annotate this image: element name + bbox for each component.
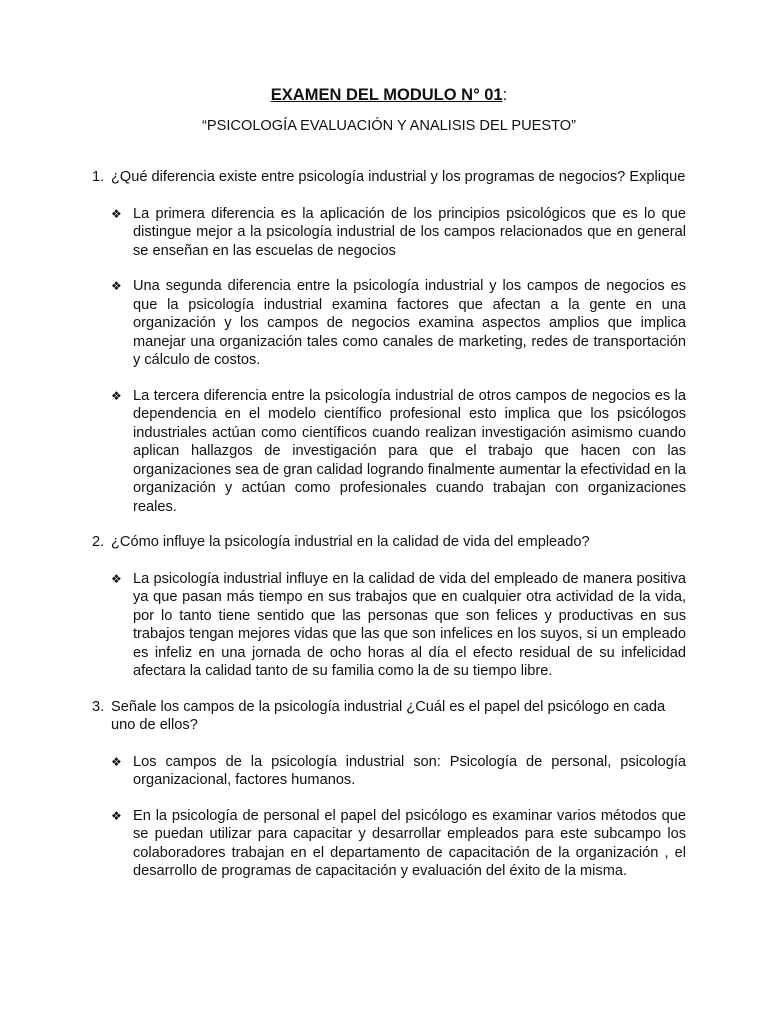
diamond-bullet-icon: ❖ <box>111 388 122 403</box>
question-text: Señale los campos de la psicología industrial ¿Cuál es el papel del psicólogo en cada uno de ellos? <box>111 698 666 733</box>
diamond-bullet-icon: ❖ <box>111 571 122 586</box>
question-block-3 <box>92 698 686 881</box>
answer-text: La psicología industrial influye en la calidad de vida del empleado de manera positiva ya que pasan más tiempo en sus trabajos que en cualquier otra actividad de la vida, por lo tanto tiene sentido que las personas que son felices y productivas en sus trabajos tengan mejores vidas que las que son infelices en los suyos, si un empleado es infeliz en una jornada de ocho horas al día el efecto residual de su infelicidad afectara la calidad tanto de su familia como la de su tiempo libre. <box>133 570 686 679</box>
diamond-bullet-icon: ❖ <box>111 206 122 221</box>
diamond-bullet-icon: ❖ <box>111 754 122 769</box>
question-block-2 <box>92 533 686 681</box>
question-number: 2. <box>92 534 105 550</box>
question-text: ¿Cómo influye la psicología industrial en la calidad de vida del empleado? <box>111 534 590 550</box>
answer-list <box>92 205 686 517</box>
answer-item <box>111 205 686 261</box>
diamond-bullet-icon: ❖ <box>111 279 122 293</box>
answer-list <box>92 753 686 881</box>
answer-text: Los campos de la psicología industrial son: Psicología de personal, psicología organizacional, factores humanos. <box>133 753 686 788</box>
answer-item <box>111 387 686 517</box>
answer-text: En la psicología de personal el papel del psicólogo es examinar varios métodos que se puedan utilizar para capacitar y desarrollar empleados para este subcampo los colaboradores trabajan en el departamento de capacitación de la organización , el desarrollo de programas de capacitación y evaluación del éxito de la misma. <box>133 807 686 879</box>
question-3 <box>92 698 686 735</box>
diamond-bullet-icon: ❖ <box>111 808 122 823</box>
answer-item <box>111 277 686 370</box>
answer-text: Una segunda diferencia entre la psicología industrial y los campos de negocios es que la psicología industrial examina factores que afectan a la gente en una organización y los campos de negocios examina aspectos amplios que implica manejar una organización tales como canales de marketing, redes de transportación y cálculo de costos. <box>133 278 686 368</box>
question-number: 1. <box>92 169 105 185</box>
question-block-1 <box>92 168 686 516</box>
answer-item <box>111 753 686 790</box>
exam-title <box>92 84 686 106</box>
question-number: 3. <box>92 698 105 715</box>
question-text: ¿Qué diferencia existe entre psicología industrial y los programas de negocios? Explique <box>111 169 686 185</box>
exam-subtitle: “PSICOLOGÍA EVALUACIÓN Y ANALISIS DEL PUESTO” <box>202 118 576 134</box>
exam-title-colon: : <box>502 86 508 104</box>
answer-text: La tercera diferencia entre la psicología industrial de otros campos de negocios es la dependencia en el modelo científico profesional esto implica que los psicólogos industriales actúan como científicos cuando realizan investigación asimismo cuando aplican hallazgos de investigación para que el trabajo que hacen con las organizaciones sea de gran calidad logrando finalmente aumentar la efectividad en la organización y actúan como profesionales cuando trabajan con organizaciones reales. <box>133 387 686 515</box>
answer-text: La primera diferencia es la aplicación de los principios psicológicos que es lo que distingue mejor a la psicología industrial de los campos relacionados que en general se enseñan en las escuelas de negocios <box>133 205 686 259</box>
answer-item <box>111 570 686 681</box>
answer-list <box>92 570 686 681</box>
question-2 <box>92 533 686 552</box>
answer-item <box>111 807 686 881</box>
exam-title-text: EXAMEN DEL MODULO N° 01 <box>270 86 503 104</box>
question-1 <box>92 168 686 187</box>
question-list <box>92 168 686 881</box>
